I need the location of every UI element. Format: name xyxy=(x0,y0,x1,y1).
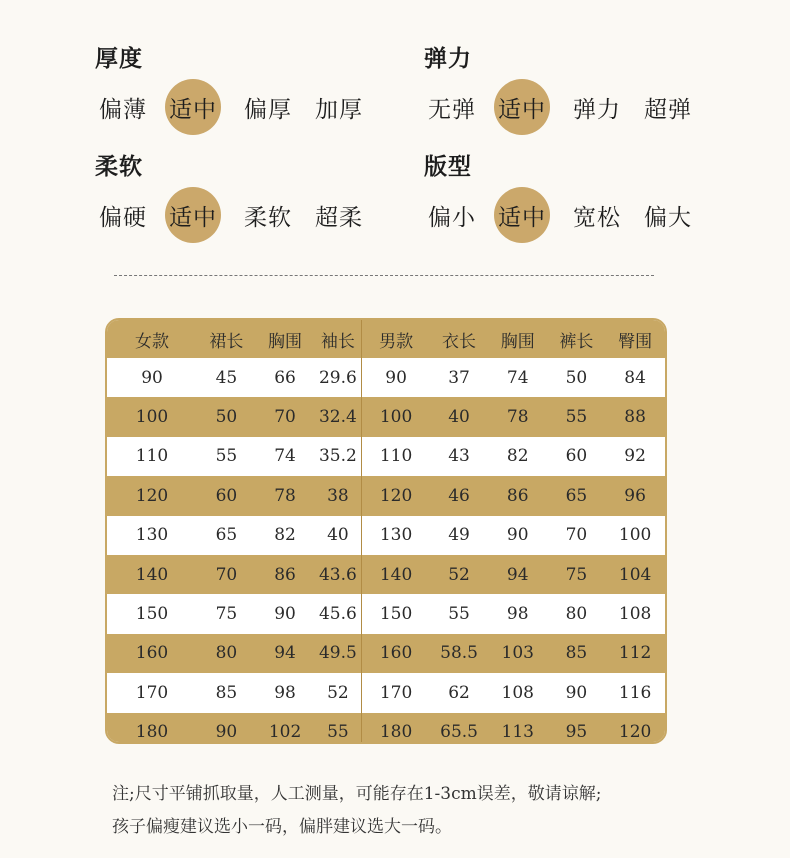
table-cell: 120 xyxy=(618,722,652,743)
table-row xyxy=(107,358,665,397)
table-cell: 86 xyxy=(274,564,296,585)
table-row xyxy=(107,713,665,744)
attr-title: 柔软 xyxy=(95,153,143,180)
table-cell: 103 xyxy=(501,643,534,664)
attr-softness xyxy=(95,148,415,243)
table-header-row xyxy=(107,320,665,358)
attr-options xyxy=(95,187,415,243)
table-cell: 75 xyxy=(565,564,588,585)
table-cell: 78 xyxy=(274,485,296,506)
table-row xyxy=(107,673,665,712)
column-header: 男款 xyxy=(379,331,414,352)
table-cell: 90 xyxy=(565,682,588,703)
attr-option: 偏薄 xyxy=(99,96,147,123)
dashed-divider xyxy=(114,275,654,276)
size-note xyxy=(112,778,712,844)
table-cell: 74 xyxy=(274,446,296,467)
column-header: 胸围 xyxy=(268,331,303,352)
table-cell: 160 xyxy=(135,643,169,664)
table-cell: 85 xyxy=(215,682,238,703)
table-cell: 50 xyxy=(565,367,588,388)
table-row xyxy=(107,516,665,555)
table-cell: 90 xyxy=(215,722,238,743)
attr-option: 宽松 xyxy=(573,204,621,231)
table-cell: 130 xyxy=(135,525,169,546)
table-cell: 110 xyxy=(379,446,413,467)
attr-options xyxy=(95,79,415,135)
attr-title: 弹力 xyxy=(424,45,472,72)
table-cell: 60 xyxy=(565,446,588,467)
table-cell: 98 xyxy=(274,682,296,703)
column-header: 臀围 xyxy=(618,331,653,352)
attr-option: 柔软 xyxy=(244,204,292,231)
table-cell: 29.6 xyxy=(314,358,362,397)
table-cell: 86 xyxy=(506,485,529,506)
table-row xyxy=(107,594,665,633)
attr-option-selected: 适中 xyxy=(494,187,550,243)
table-cell: 75 xyxy=(215,604,238,625)
table-cell: 45 xyxy=(215,367,238,388)
attr-option: 加厚 xyxy=(315,96,363,123)
note-line-2: 孩子偏瘦建议选小一码，偏胖建议选大一码。 xyxy=(112,817,452,837)
table-cell: 94 xyxy=(274,643,296,664)
table-cell: 50 xyxy=(215,407,238,428)
note-line-1: 注;尺寸平铺抓取量，人工测量，可能存在1-3cm误差，敬请谅解; xyxy=(112,784,602,804)
table-cell: 120 xyxy=(379,485,413,506)
table-body xyxy=(107,358,665,744)
table-row xyxy=(107,397,665,436)
attr-option: 偏厚 xyxy=(244,96,292,123)
attr-fit xyxy=(424,148,744,243)
attr-option: 弹力 xyxy=(573,96,621,123)
table-cell: 96 xyxy=(624,485,646,506)
table-cell: 104 xyxy=(618,564,652,585)
table-cell: 43.6 xyxy=(314,555,362,594)
table-cell: 70 xyxy=(215,564,238,585)
table-row xyxy=(107,555,665,594)
attr-option: 超柔 xyxy=(315,204,363,231)
table-cell: 130 xyxy=(379,525,413,546)
table-cell: 84 xyxy=(624,367,646,388)
table-cell: 55 xyxy=(448,604,470,625)
table-cell: 82 xyxy=(506,446,529,467)
attr-thickness xyxy=(95,40,415,135)
table-cell: 35.2 xyxy=(314,437,362,476)
column-header: 裤长 xyxy=(559,331,594,352)
table-cell: 150 xyxy=(135,604,169,625)
column-header: 衣长 xyxy=(442,331,477,352)
table-row xyxy=(107,437,665,476)
table-cell: 88 xyxy=(624,407,646,428)
table-cell: 102 xyxy=(268,722,302,743)
attr-options xyxy=(424,79,744,135)
table-cell: 65.5 xyxy=(440,722,478,743)
table-cell: 66 xyxy=(274,367,296,388)
table-cell: 52 xyxy=(314,673,362,712)
table-cell: 108 xyxy=(501,682,534,703)
table-cell: 95 xyxy=(565,722,588,743)
attr-elasticity xyxy=(424,40,744,135)
table-cell: 46 xyxy=(448,485,470,506)
table-cell: 74 xyxy=(506,367,529,388)
table-cell: 120 xyxy=(135,485,169,506)
table-cell: 45.6 xyxy=(314,594,362,633)
table-cell: 78 xyxy=(506,407,529,428)
table-row xyxy=(107,634,665,673)
table-cell: 90 xyxy=(274,604,296,625)
table-cell: 58.5 xyxy=(440,643,478,664)
table-cell: 38 xyxy=(314,476,362,515)
table-cell: 150 xyxy=(379,604,413,625)
table-cell: 52 xyxy=(448,564,470,585)
table-cell: 55 xyxy=(314,713,362,744)
table-cell: 90 xyxy=(385,367,407,388)
table-cell: 40 xyxy=(448,407,470,428)
size-table-grid xyxy=(107,320,665,744)
attr-options xyxy=(424,187,744,243)
table-cell: 180 xyxy=(379,722,413,743)
column-header: 裙长 xyxy=(209,331,244,352)
attr-title: 版型 xyxy=(424,153,472,180)
table-cell: 70 xyxy=(565,525,588,546)
table-cell: 100 xyxy=(618,525,652,546)
table-cell: 98 xyxy=(506,604,529,625)
table-cell: 170 xyxy=(379,682,413,703)
table-cell: 92 xyxy=(624,446,646,467)
column-header: 女款 xyxy=(135,331,170,352)
table-cell: 80 xyxy=(215,643,238,664)
column-header: 胸围 xyxy=(500,331,535,352)
table-cell: 37 xyxy=(448,367,470,388)
column-header: 袖长 xyxy=(314,320,362,358)
table-cell: 140 xyxy=(379,564,413,585)
table-cell: 60 xyxy=(215,485,238,506)
attr-option-selected: 适中 xyxy=(165,187,221,243)
table-cell: 170 xyxy=(135,682,169,703)
table-cell: 160 xyxy=(379,643,413,664)
attr-option-selected: 适中 xyxy=(494,79,550,135)
attr-option: 偏小 xyxy=(428,204,476,231)
table-cell: 140 xyxy=(135,564,169,585)
attr-option: 偏大 xyxy=(644,204,692,231)
size-table xyxy=(105,318,667,744)
table-cell: 70 xyxy=(274,407,296,428)
table-cell: 110 xyxy=(135,446,169,467)
table-cell: 82 xyxy=(274,525,296,546)
attr-option: 偏硬 xyxy=(99,204,147,231)
table-cell: 43 xyxy=(448,446,470,467)
attr-option: 超弹 xyxy=(644,96,692,123)
table-cell: 90 xyxy=(506,525,529,546)
table-cell: 180 xyxy=(135,722,169,743)
table-cell: 100 xyxy=(379,407,413,428)
table-cell: 49.5 xyxy=(314,634,362,673)
table-cell: 62 xyxy=(448,682,470,703)
table-cell: 90 xyxy=(141,367,163,388)
table-cell: 100 xyxy=(135,407,169,428)
table-cell: 65 xyxy=(215,525,238,546)
table-cell: 40 xyxy=(314,516,362,555)
table-cell: 80 xyxy=(565,604,588,625)
table-cell: 85 xyxy=(565,643,588,664)
table-row xyxy=(107,476,665,515)
table-cell: 65 xyxy=(565,485,588,506)
table-cell: 108 xyxy=(618,604,652,625)
attr-title: 厚度 xyxy=(95,45,143,72)
table-cell: 112 xyxy=(618,643,652,664)
table-cell: 113 xyxy=(501,722,534,743)
attr-option: 无弹 xyxy=(428,96,476,123)
attr-option-selected: 适中 xyxy=(165,79,221,135)
table-cell: 116 xyxy=(618,682,652,703)
table-cell: 49 xyxy=(448,525,470,546)
table-cell: 94 xyxy=(506,564,529,585)
table-cell: 32.4 xyxy=(314,397,362,436)
table-cell: 55 xyxy=(215,446,238,467)
table-cell: 55 xyxy=(565,407,588,428)
